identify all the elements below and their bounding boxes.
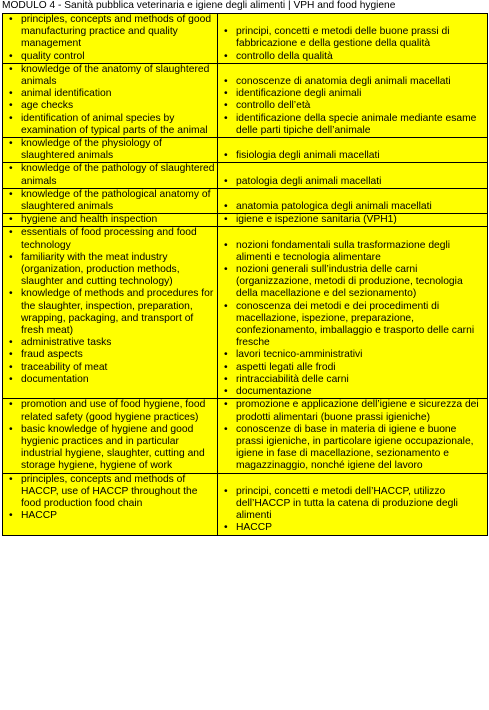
bullet-list	[3, 138, 215, 162]
table-row	[3, 163, 488, 188]
table-row	[3, 227, 488, 399]
list-item: • controllo della qualità	[218, 51, 485, 63]
list-item: • conoscenze di base in materia di igiene e buone prassi igieniche, in particolare igiene occupazionale, igiene in fase di macellazione, sezionamento e magazzinaggio, nonché igiene del lavoro	[218, 424, 485, 473]
list-item: • traceability of meat	[3, 362, 215, 374]
list-item: • nozioni fondamentali sulla trasformazione degli alimenti e tecnologia alimentare	[218, 240, 485, 264]
list-item: • documentazione	[218, 386, 485, 398]
list-item: • documentation	[3, 374, 215, 386]
list-item: • familiarity with the meat industry (organization, production methods, slaughter and cutting technology)	[3, 252, 215, 289]
bullet-list	[3, 227, 215, 386]
list-item	[218, 64, 485, 76]
list-item: • animal identification	[3, 88, 215, 100]
curriculum-table	[2, 13, 488, 536]
bullet-list	[218, 138, 485, 162]
list-item: • identificazione della specie animale mediante esame delle parti tipiche dell’animale	[218, 113, 485, 137]
bullet-list	[3, 14, 215, 63]
list-item: • HACCP	[3, 510, 215, 522]
list-item: • knowledge of methods and procedures for the slaughter, inspection, preparation, wrapping, packaging, and transport of fresh meat)	[3, 288, 215, 337]
list-item: • quality control	[3, 51, 215, 63]
list-item: • conoscenza dei metodi e dei procedimenti di macellazione, ispezione, preparazione, confezionamento, imballaggio e trasporto delle carni fresche	[218, 301, 485, 350]
list-item: • fraud aspects	[3, 349, 215, 361]
italian-cell	[218, 399, 488, 473]
bullet-list	[3, 64, 215, 137]
list-item: • knowledge of the physiology of slaughtered animals	[3, 138, 215, 162]
table-row	[3, 473, 488, 535]
english-cell	[3, 227, 218, 399]
italian-cell	[218, 138, 488, 163]
italian-cell	[218, 214, 488, 227]
list-item: • lavori tecnico-amministrativi	[218, 349, 485, 361]
italian-cell	[218, 163, 488, 188]
english-cell	[3, 188, 218, 213]
list-item: • fisiologia degli animali macellati	[218, 150, 485, 162]
bullet-list	[3, 474, 215, 523]
list-item	[218, 14, 485, 26]
list-item: • aspetti legati alle frodi	[218, 362, 485, 374]
english-cell	[3, 214, 218, 227]
list-item: • principi, concetti e metodi delle buone prassi di fabbricazione e della gestione della qualità	[218, 26, 485, 50]
list-item: • conoscenze di anatomia degli animali macellati	[218, 76, 485, 88]
italian-cell	[218, 14, 488, 64]
bullet-list	[218, 189, 485, 213]
bullet-list	[218, 399, 485, 472]
list-item: • promotion and use of food hygiene, food related safety (good hygiene practices)	[3, 399, 215, 423]
bullet-list	[3, 189, 215, 213]
table-row	[3, 214, 488, 227]
bullet-list	[3, 163, 215, 187]
bullet-list	[218, 227, 485, 398]
bullet-list	[218, 64, 485, 137]
italian-cell	[218, 227, 488, 399]
list-item: • knowledge of the pathology of slaughtered animals	[3, 163, 215, 187]
list-item	[218, 474, 485, 486]
english-cell	[3, 14, 218, 64]
list-item: • basic knowledge of hygiene and good hygienic practices and in particular industrial hygiene, slaughter, cutting and storage hygiene, hygiene of work	[3, 424, 215, 473]
list-item: • patologia degli animali macellati	[218, 176, 485, 188]
bullet-list	[3, 399, 215, 472]
list-item	[218, 189, 485, 201]
list-item	[218, 227, 485, 239]
bullet-list	[218, 163, 485, 187]
table-row	[3, 14, 488, 64]
italian-cell	[218, 188, 488, 213]
bullet-list	[3, 214, 215, 226]
english-cell	[3, 473, 218, 535]
bullet-list	[218, 14, 485, 63]
list-item: • identification of animal species by examination of typical parts of the animal	[3, 113, 215, 137]
list-item	[218, 138, 485, 150]
list-item: • knowledge of the anatomy of slaughtered animals	[3, 64, 215, 88]
list-item: • nozioni generali sull’industria delle carni (organizzazione, metodi di produzione, tecnologia della macellazione e del sezionamento)	[218, 264, 485, 301]
english-cell	[3, 63, 218, 137]
list-item: • hygiene and health inspection	[3, 214, 215, 226]
list-item: • HACCP	[218, 522, 485, 534]
english-cell	[3, 163, 218, 188]
list-item: • principles, concepts and methods of HACCP, use of HACCP throughout the food production food chain	[3, 474, 215, 511]
bullet-list	[218, 214, 485, 226]
table-row	[3, 138, 488, 163]
module-title: MODULO 4 - Sanità pubblica veterinaria e igiene degli alimenti | VPH and food hygiene	[2, 0, 396, 11]
list-item: • igiene e ispezione sanitaria (VPH1)	[218, 214, 485, 226]
italian-cell	[218, 63, 488, 137]
list-item: • administrative tasks	[3, 337, 215, 349]
list-item	[218, 163, 485, 175]
list-item: • promozione e applicazione dell’igiene e sicurezza dei prodotti alimentari (buone prassi igieniche)	[218, 399, 485, 423]
english-cell	[3, 399, 218, 473]
list-item: • knowledge of the pathological anatomy of slaughtered animals	[3, 189, 215, 213]
list-item: • controllo dell’età	[218, 100, 485, 112]
table-row	[3, 63, 488, 137]
bullet-list	[218, 474, 485, 535]
english-cell	[3, 138, 218, 163]
list-item: • identificazione degli animali	[218, 88, 485, 100]
list-item: • rintracciabilità delle carni	[218, 374, 485, 386]
curriculum-rows	[3, 14, 488, 536]
list-item: • essentials of food processing and food technology	[3, 227, 215, 251]
list-item: • principles, concepts and methods of good manufacturing practice and quality management	[3, 14, 215, 51]
italian-cell	[218, 473, 488, 535]
table-row	[3, 399, 488, 473]
list-item: • age checks	[3, 100, 215, 112]
table-row	[3, 188, 488, 213]
list-item: • principi, concetti e metodi dell’HACCP, utilizzo dell’HACCP in tutta la catena di produzione degli alimenti	[218, 486, 485, 523]
list-item: • anatomia patologica degli animali macellati	[218, 201, 485, 213]
